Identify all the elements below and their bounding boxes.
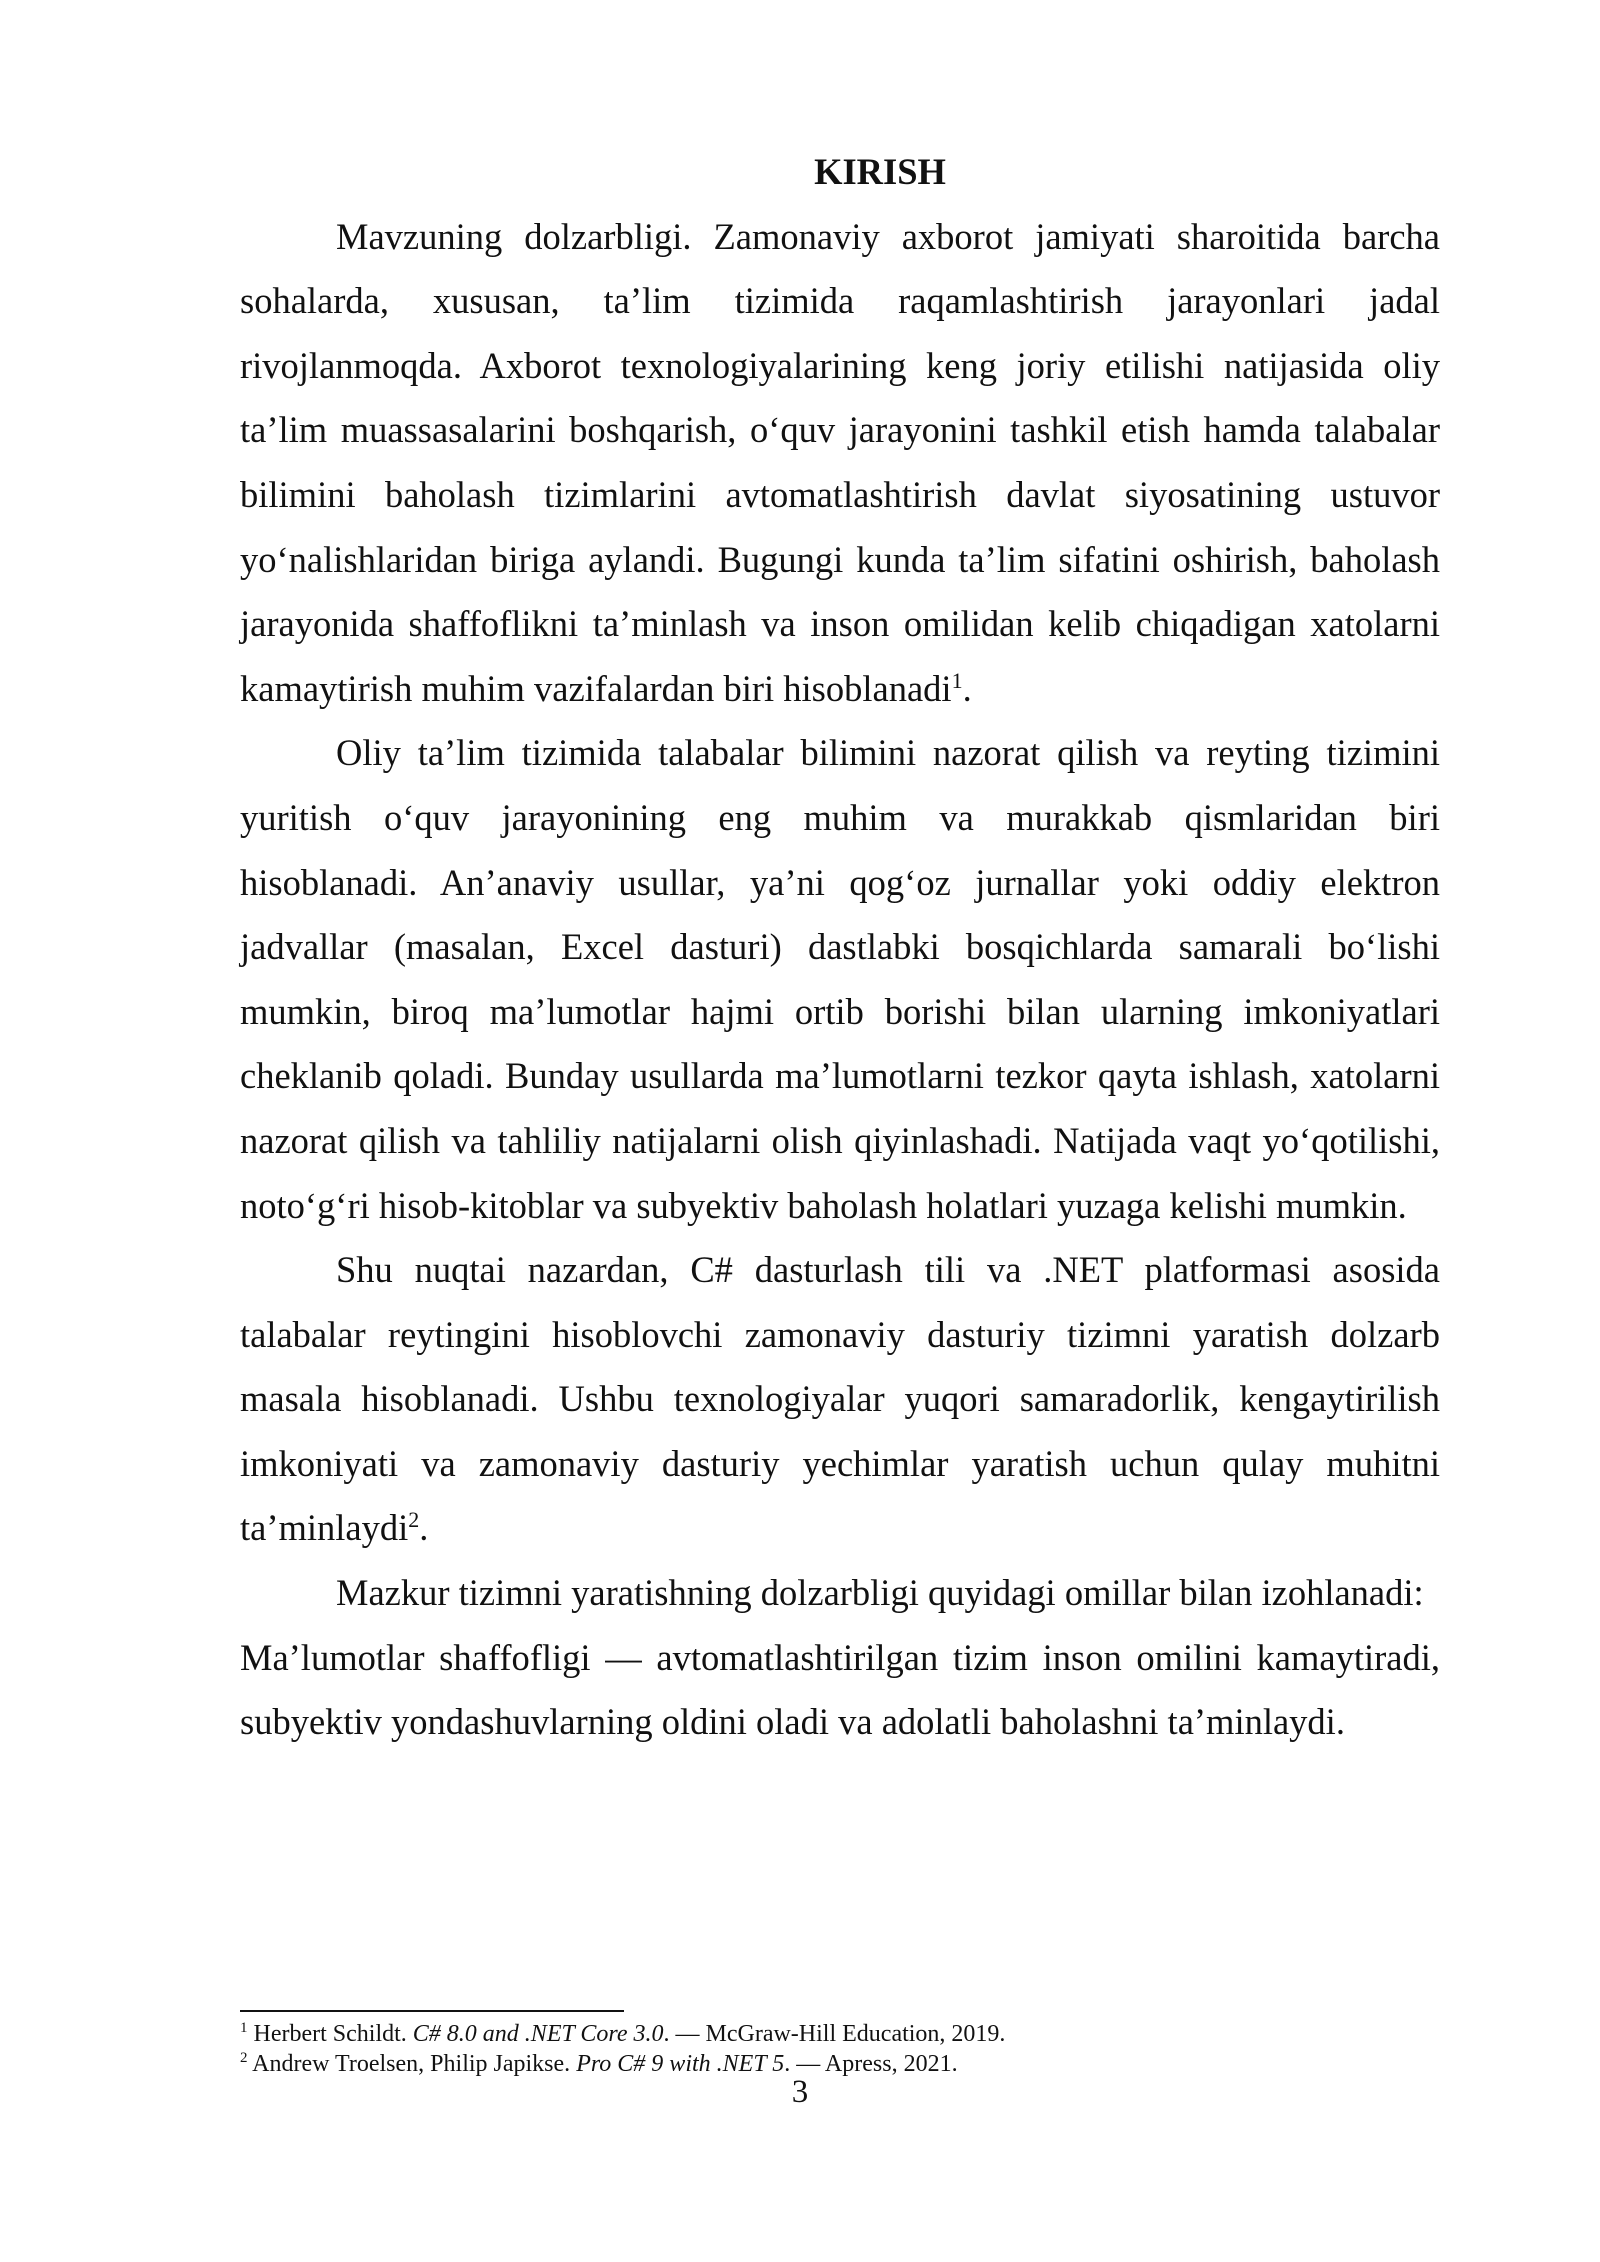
footnote-title: Pro C# 9 with .NET 5 — [576, 2051, 785, 2077]
paragraph-text: Mavzuning dolzarbligi. Zamonaviy axborot jamiyati sharoitida barcha sohalarda, xususan, ta’lim tizimida raqamlashtirish jarayonlari jadal rivojlanmoqda. Axborot texnologiyalarining keng joriy etilishi natijasida oliy ta’lim muassasalarini boshqarish, o‘quv jarayonini tashkil etish hamda talabalar bilimini baholash tizimlarini avtomatlashtirish davlat siyosatining ustuvor yo‘nalishlaridan biriga aylandi. Bugungi kunda ta’lim sifatini oshirish, baholash jarayonida shaffoflikni ta’minlash va inson omilidan kelib chiqadigan xatolarni kamaytirish muhim vazifalardan biri hisoblanadi — [240, 215, 1440, 709]
footnote-author: Andrew Troelsen, Philip Japikse. — [247, 2051, 577, 2077]
paragraph-end: . — [419, 1507, 429, 1549]
paragraph-data-transparency — [240, 1626, 1440, 1755]
page-number: 3 — [791, 2074, 809, 2110]
footnotes — [240, 2019, 1440, 2079]
paragraph-text: Shu nuqtai nazardan, C# dasturlash tili va .NET platformasi asosida talabalar reytingini hisoblovchi zamonaviy dasturiy tizimni yaratish dolzarb masala hisoblanadi. Ushbu texnologiyalar yuqori samaradorlik, kengaytirilish imkoniyati va zamonaviy dasturiy yechimlar yaratish uchun qulay muhitni ta’minlaydi — [240, 1249, 1440, 1549]
footnote-publisher: . — McGraw-Hill Education, 2019. — [663, 2021, 1006, 2047]
footnote-divider — [240, 2010, 624, 2012]
main-text — [240, 140, 1440, 1755]
paragraph-relevance — [240, 205, 1440, 722]
paragraph-traditional-methods — [240, 721, 1440, 1238]
footnote-number: 2 — [240, 2050, 248, 2066]
footnote-ref-1[interactable]: 1 — [951, 667, 963, 693]
paragraph-csharp-dotnet — [240, 1238, 1440, 1561]
paragraph-text: Mazkur tizimni yaratishning dolzarbligi quyidagi omillar bilan izohlanadi: — [336, 1572, 1424, 1614]
footnote-author: Herbert Schildt. — [247, 2021, 413, 2047]
paragraph-text: Oliy ta’lim tizimida talabalar bilimini nazorat qilish va reyting tizimini yuritish o‘quv jarayonining eng muhim va murakkab qismlaridan biri hisoblanadi. An’anaviy usullar, ya’ni qog‘oz jurnallar yoki oddiy elektron jadvallar (masalan, Excel dasturi) dastlabki bosqichlarda samarali bo‘lishi mumkin, biroq ma’lumotlar hajmi ortib borishi bilan ularning imkoniyatlari cheklanib qoladi. Bunday usullarda ma’lumotlarni tezkor qayta ishlash, xatolarni nazorat qilish va tahliliy natijalarni olish qiyinlashadi. Natijada vaqt yo‘qotilishi, noto‘g‘ri hisob-kitoblar va subyektiv baholash holatlari yuzaga kelishi mumkin. — [240, 732, 1440, 1226]
footnote-publisher: . — Apress, 2021. — [784, 2051, 958, 2077]
paragraph-text: Ma’lumotlar shaffofligi — avtomatlashtirilgan tizim inson omilini kamaytiradi, subyektiv yondashuvlarning oldini oladi va adolatli baholashni ta’minlaydi. — [240, 1636, 1440, 1743]
footnote-title: C# 8.0 and .NET Core 3.0 — [412, 2021, 664, 2047]
footnote-ref-2[interactable]: 2 — [408, 1507, 420, 1533]
section-heading: KIRISH — [814, 151, 946, 192]
footnote-number: 1 — [240, 2020, 248, 2036]
paragraph-end: . — [962, 667, 972, 709]
paragraph-factors-intro — [240, 1561, 1440, 1626]
footnote-1 — [240, 2019, 1440, 2049]
